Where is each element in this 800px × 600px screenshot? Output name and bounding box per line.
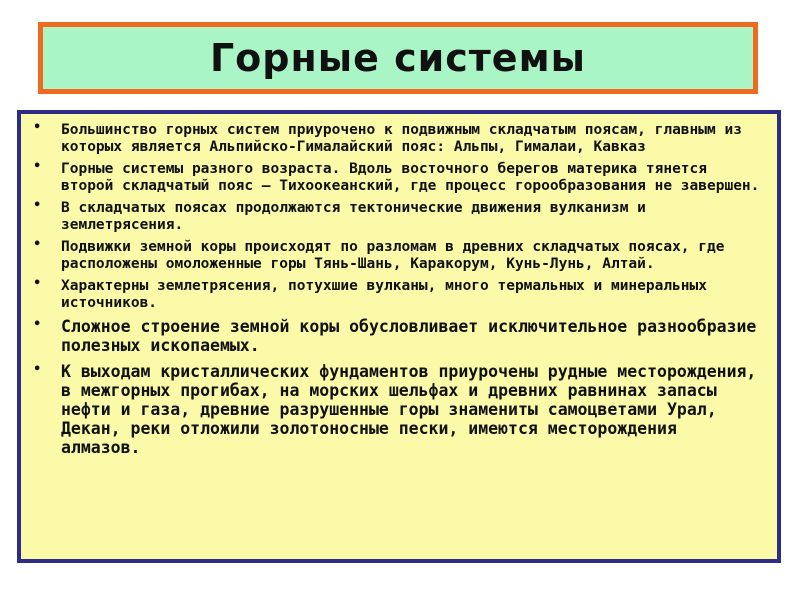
bullet-text: Сложное строение земной коры обусловливает исключительное разнообразие полезных ископаемых.: [61, 317, 757, 355]
bullet-item: [33, 161, 761, 194]
bullet-item: [33, 317, 761, 355]
bullet-item: [33, 122, 761, 155]
bullet-item: [33, 200, 761, 233]
bullet-item: [33, 239, 761, 272]
bullet-text: Характерны землетрясения, потухшие вулканы, много термальных и минеральных источников.: [61, 278, 708, 311]
bullet-text: В складчатых поясах продолжаются тектонические движения вулканизм и землетрясения.: [61, 200, 646, 233]
bullet-text: Подвижки земной коры происходят по разломам в древних складчатых поясах, где расположены омоложенные горы Тянь-Шань, Каракорум, Кунь-Лунь, Алтай.: [61, 239, 725, 272]
bullet-icon: •: [33, 120, 42, 135]
slide-content-box: [17, 110, 781, 563]
bullet-icon: •: [33, 237, 42, 252]
bullet-icon: •: [33, 159, 42, 174]
bullet-text: Большинство горных систем приурочено к подвижным складчатым поясам, главным из которых является Альпийско-Гималайский пояс: Альпы, Гималаи, Кавказ: [61, 122, 742, 155]
slide-title: Горные системы: [209, 36, 587, 80]
bullet-icon: •: [33, 362, 42, 377]
bullet-list: [21, 114, 777, 457]
bullet-item: [33, 362, 761, 457]
slide-title-box: [38, 22, 758, 94]
bullet-icon: •: [33, 317, 42, 332]
bullet-text: К выходам кристаллических фундаментов приурочены рудные месторождения, в межгорных прогибах, на морских шельфах и древних равнинах запасы нефти и газа, древние разрушенные горы знамениты самоцветами Урал, Декан, реки отложили золотоносные пески, имеются месторождения алмазов.: [61, 362, 757, 457]
bullet-item: [33, 278, 761, 311]
bullet-text: Горные системы разного возраста. Вдоль восточного берегов материка тянется второй складчатый пояс — Тихоокеанский, где процесс горообразования не завершен.: [61, 161, 760, 194]
bullet-icon: •: [33, 198, 42, 213]
bullet-icon: •: [33, 276, 42, 291]
